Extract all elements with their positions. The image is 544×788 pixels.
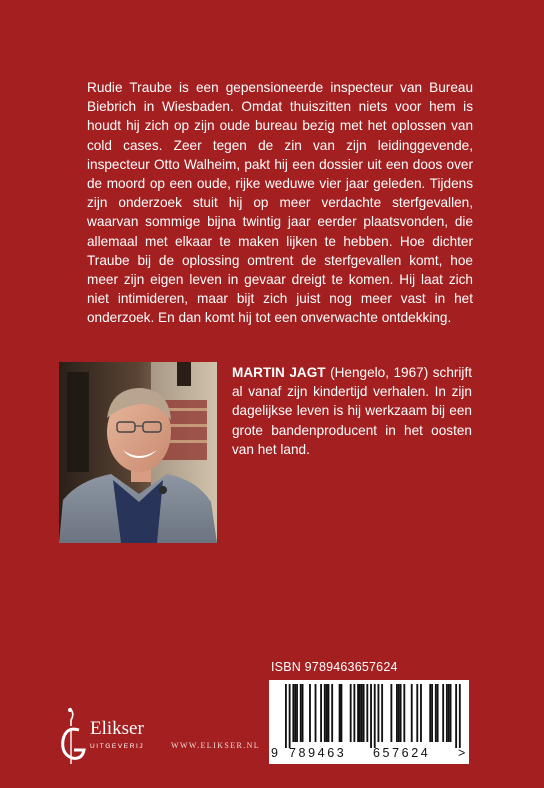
barcode-bar <box>359 684 361 742</box>
barcode-bar <box>289 684 291 748</box>
barcode-bar <box>378 684 380 742</box>
barcode-digit-first: 9 <box>271 746 278 760</box>
author-bio <box>232 363 472 459</box>
barcode-bar <box>294 684 296 742</box>
publisher-website: WWW.ELIKSER.NL <box>171 741 261 750</box>
barcode-bar <box>331 684 333 742</box>
quill-logo-icon <box>56 706 90 766</box>
barcode-bar <box>374 684 376 748</box>
barcode-bar <box>411 684 413 742</box>
barcode-bar <box>320 684 322 742</box>
barcode-digits-right: 657624 <box>373 746 431 760</box>
barcode-bar <box>448 684 450 742</box>
barcode-bar <box>450 684 452 742</box>
barcode-bar <box>390 684 392 742</box>
blurb-paragraph: Rudie Traube is een gepensioneerde inspecteur van Bureau Biebrich in Wiesbaden. Omdat thuiszitten niets voor hem is houdt hij zich op zijn oude bureau bezig met het oplossen van cold cases. Zeer tegen de zin van zijn leidinggevende, inspecteur Otto Walheim, pakt hij een dossier uit een doos over de moord op een oude, rijke weduwe vier jaar geleden. Tijdens zijn onderzoek stuit hij op meer verdachte sterfgevallen, waarvan sommige bijna twintig jaar eerder plaatsvonden, die allemaal met elkaar te maken lijken te hebben. Hoe dichter Traube bij de oplossing omtrent de sterfgevallen komt, hoe meer zijn eigen leven in gevaar dreigt te komen. Hij laat zich niet intimideren, maar bijt zich juist nog meer vast in het onderzoek. En dan komt hij tot een onverwachte ontdekking. <box>87 80 473 326</box>
barcode-bar <box>296 684 298 742</box>
author-photo <box>59 362 217 543</box>
author-portrait-image <box>59 362 217 543</box>
barcode-bar <box>328 684 330 742</box>
barcode-bar <box>350 684 352 742</box>
barcode-bar <box>366 684 368 742</box>
barcode-bar <box>416 684 418 742</box>
barcode-bar <box>302 684 304 742</box>
barcode-bar <box>363 684 365 742</box>
barcode-bar <box>403 684 405 742</box>
author-name: MARTIN JAGT <box>232 365 326 380</box>
barcode-digits-left: 789463 <box>289 746 347 760</box>
barcode-bar <box>431 684 433 742</box>
barcode-bar <box>285 684 287 748</box>
barcode-bar <box>396 684 398 742</box>
barcode-bar <box>339 684 341 742</box>
barcode-bar <box>446 684 448 742</box>
barcode-bar <box>437 684 439 742</box>
barcode-bar <box>357 684 359 742</box>
barcode-bar <box>435 684 437 742</box>
barcode-bar <box>361 684 363 742</box>
barcode-bar <box>353 684 355 742</box>
barcode-bar <box>420 684 422 742</box>
barcode-bar <box>398 684 400 742</box>
barcode-bar <box>309 684 311 742</box>
isbn-barcode <box>269 680 469 764</box>
barcode-bar <box>326 684 328 742</box>
barcode-bar <box>315 684 317 742</box>
author-bio-text: (Hengelo, 1967) schrijft al vanaf zijn kindertijd verhalen. In zijn dagelijkse leven is hij werkzaam bij een grote bandenproducent in het oosten van het land. <box>232 365 472 457</box>
barcode-bar <box>400 684 402 742</box>
barcode-bar <box>341 684 343 742</box>
barcode-bar <box>381 684 383 742</box>
barcode-bar <box>324 684 326 742</box>
barcode-bar <box>455 684 457 748</box>
barcode-bar <box>300 684 302 742</box>
barcode-bar <box>442 684 444 742</box>
barcode-bar <box>370 684 372 748</box>
barcode-digits <box>269 746 469 762</box>
barcode-end-marker: > <box>458 746 466 760</box>
publisher-subtitle: UITGEVERIJ <box>90 743 145 750</box>
barcode-bars <box>275 684 463 748</box>
publisher-logo <box>56 706 166 766</box>
barcode-bar <box>292 684 294 742</box>
publisher-name: Elikser <box>90 718 144 739</box>
isbn-label: ISBN 9789463657624 <box>271 660 398 674</box>
blurb-text <box>87 78 473 328</box>
barcode-bar <box>459 684 461 748</box>
barcode-bar <box>429 684 431 742</box>
